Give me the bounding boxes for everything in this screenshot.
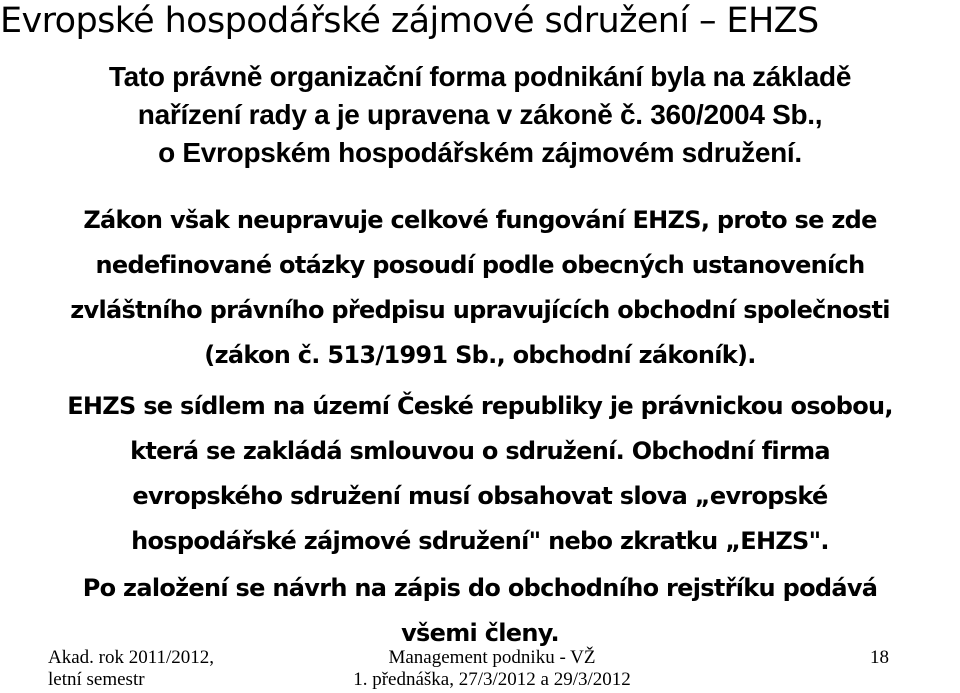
paragraph-line: EHZS se sídlem na území České republiky je právnickou osobou, — [67, 392, 893, 420]
paragraph-line: všemi členy. — [401, 619, 559, 647]
page-number: 18 — [870, 647, 889, 668]
paragraph-line: nařízení rady a je upravena v zákoně č. 360/2004 Sb., — [137, 99, 823, 130]
paragraph-line: o Evropském hospodářském zájmovém sdružení. — [158, 137, 802, 168]
footer-line: letní semestr — [48, 669, 145, 690]
footer-academic-year — [48, 647, 214, 691]
footer-line: Akad. rok 2011/2012, — [48, 647, 215, 668]
paragraph-line: zvláštního právního předpisu upravujících obchodní společnosti — [70, 296, 890, 324]
footer-line: 1. přednáška, 27/3/2012 a 29/3/2012 — [353, 669, 631, 690]
paragraph-line: Tato právně organizační forma podnikání byla na základě — [108, 61, 852, 92]
paragraph-registration — [0, 566, 960, 656]
footer-course-info — [342, 647, 642, 691]
paragraph-legal-entity — [0, 384, 960, 564]
paragraph-line: evropského sdružení musí obsahovat slova „evropské — [132, 482, 828, 510]
paragraph-legal-form — [0, 58, 960, 172]
paragraph-line: Zákon však neupravuje celkové fungování EHZS, proto se zde — [83, 206, 877, 234]
paragraph-line: která se zakládá smlouvou o sdružení. Obchodní firma — [130, 437, 830, 465]
slide-title: Evropské hospodářské zájmové sdružení – EHZS — [0, 1, 819, 41]
paragraph-line: hospodářské zájmové sdružení" nebo zkratku „EHZS". — [131, 527, 829, 555]
footer-line: Management podniku - VŽ — [388, 647, 596, 668]
paragraph-line: (zákon č. 513/1991 Sb., obchodní zákoník). — [204, 341, 756, 369]
paragraph-line: Po založení se návrh na zápis do obchodního rejstříku podává — [82, 574, 878, 602]
paragraph-line: nedefinované otázky posoudí podle obecných ustanoveních — [95, 251, 865, 279]
paragraph-law-scope — [0, 198, 960, 378]
